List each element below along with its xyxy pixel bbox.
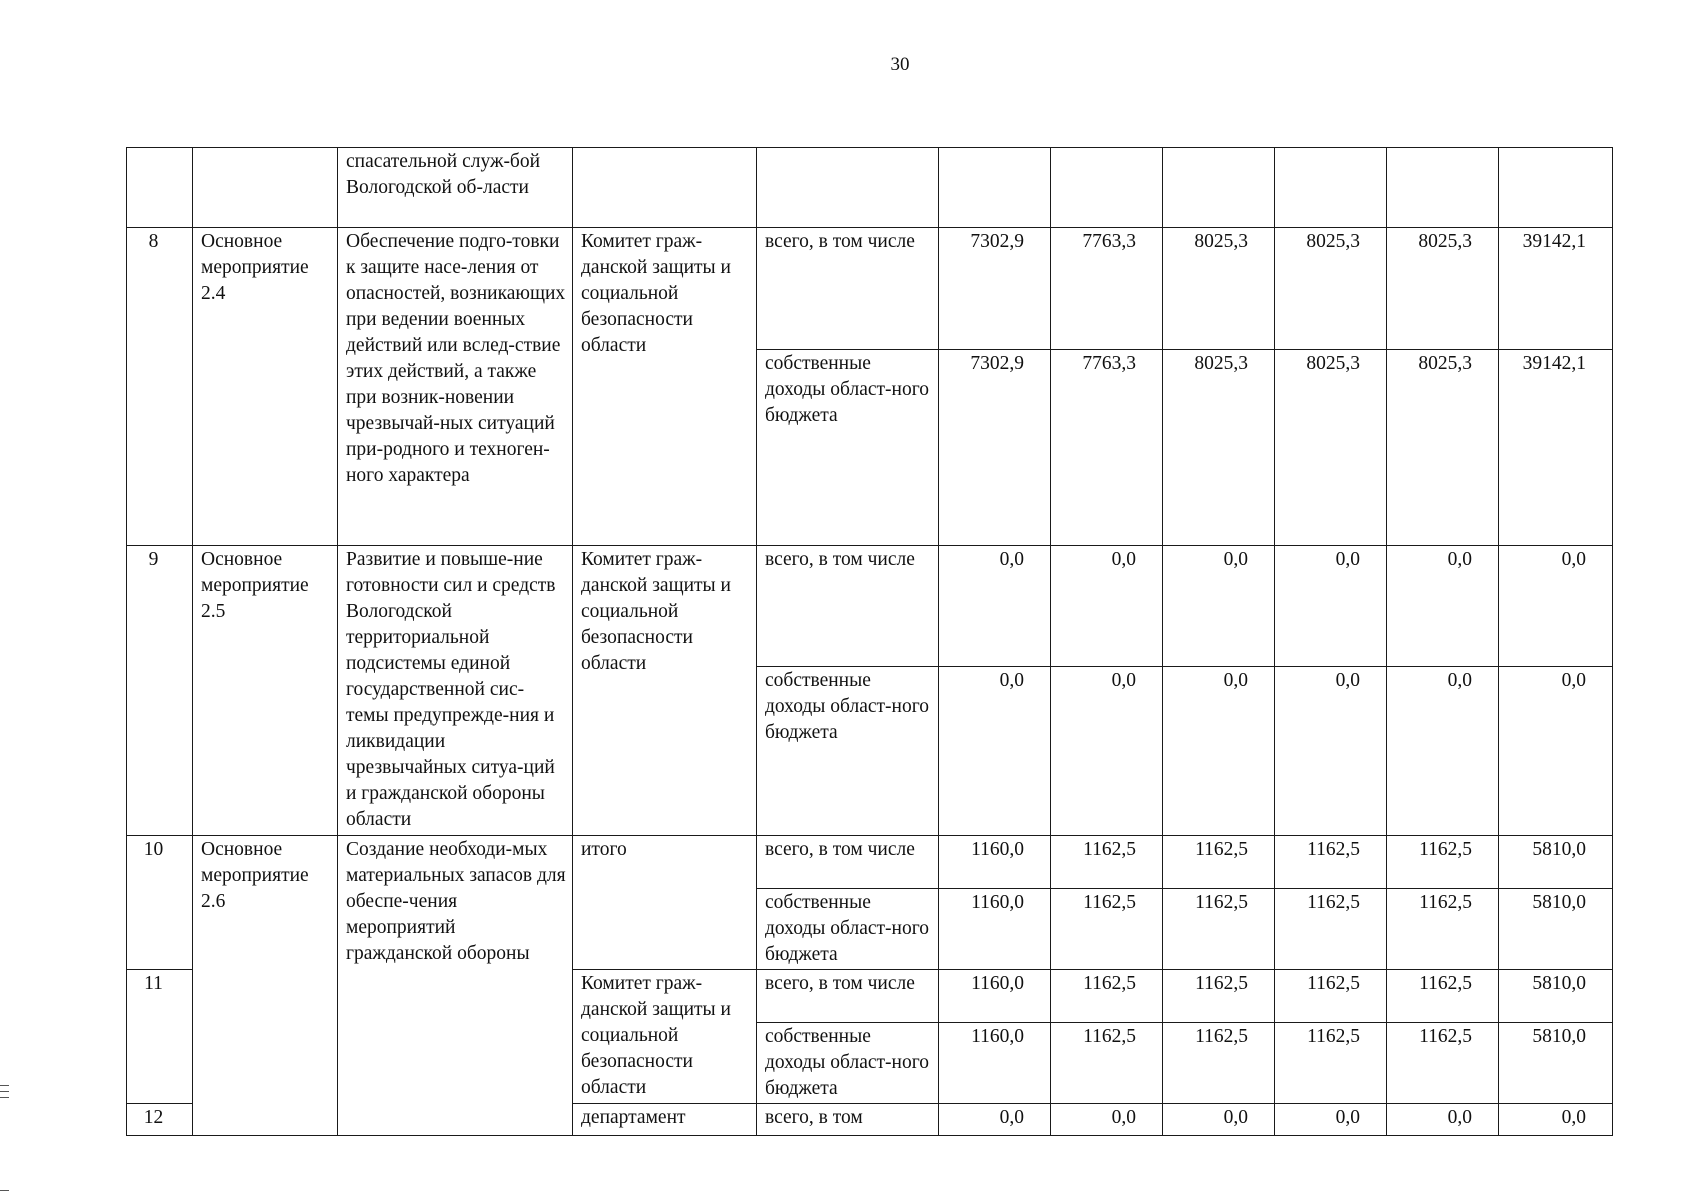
value-cell: 0,0 bbox=[1499, 667, 1613, 836]
source-cell bbox=[757, 148, 939, 228]
table-row bbox=[127, 836, 1613, 889]
value-cell: 1162,5 bbox=[1275, 836, 1387, 889]
source-cell: собственные доходы област-ного бюджета bbox=[757, 889, 939, 970]
value-cell: 5810,0 bbox=[1499, 889, 1613, 970]
value-cell: 0,0 bbox=[1387, 546, 1499, 667]
event-cell: Основное мероприятие 2.5 bbox=[193, 546, 338, 836]
value-cell: 1160,0 bbox=[939, 889, 1051, 970]
source-cell: всего, в том числе bbox=[757, 970, 939, 1023]
value-cell: 1162,5 bbox=[1387, 970, 1499, 1023]
value-cell bbox=[1051, 148, 1163, 228]
scan-edge-mark bbox=[0, 1085, 9, 1086]
executor-cell: итого bbox=[573, 836, 757, 970]
table-row bbox=[127, 546, 1613, 667]
table-row bbox=[127, 228, 1613, 350]
executor-cell bbox=[573, 148, 757, 228]
scan-edge-mark bbox=[0, 1190, 9, 1191]
value-cell: 0,0 bbox=[1163, 667, 1275, 836]
value-cell: 1160,0 bbox=[939, 1023, 1051, 1104]
value-cell: 0,0 bbox=[1387, 667, 1499, 836]
value-cell: 7302,9 bbox=[939, 350, 1051, 546]
table-row bbox=[127, 148, 1613, 228]
value-cell: 0,0 bbox=[1163, 546, 1275, 667]
value-cell: 7763,3 bbox=[1051, 228, 1163, 350]
value-cell: 0,0 bbox=[939, 546, 1051, 667]
source-cell: собственные доходы област-ного бюджета bbox=[757, 1023, 939, 1104]
value-cell bbox=[1499, 148, 1613, 228]
value-cell: 1162,5 bbox=[1163, 970, 1275, 1023]
value-cell: 1162,5 bbox=[1387, 836, 1499, 889]
value-cell: 0,0 bbox=[1163, 1104, 1275, 1136]
funding-table bbox=[126, 147, 1613, 1136]
scan-edge-mark bbox=[0, 1097, 9, 1098]
value-cell: 0,0 bbox=[939, 667, 1051, 836]
source-cell: всего, в том bbox=[757, 1104, 939, 1136]
value-cell: 8025,3 bbox=[1163, 228, 1275, 350]
source-cell: всего, в том числе bbox=[757, 228, 939, 350]
value-cell: 39142,1 bbox=[1499, 350, 1613, 546]
value-cell: 1160,0 bbox=[939, 970, 1051, 1023]
executor-cell: департамент bbox=[573, 1104, 757, 1136]
row-number-cell: 11 bbox=[127, 970, 193, 1104]
value-cell: 1162,5 bbox=[1387, 889, 1499, 970]
row-number-cell: 12 bbox=[127, 1104, 193, 1136]
value-cell bbox=[1163, 148, 1275, 228]
event-cell: Основное мероприятие 2.4 bbox=[193, 228, 338, 546]
value-cell bbox=[1275, 148, 1387, 228]
value-cell: 1162,5 bbox=[1387, 1023, 1499, 1104]
value-cell bbox=[939, 148, 1051, 228]
value-cell: 8025,3 bbox=[1275, 350, 1387, 546]
value-cell: 39142,1 bbox=[1499, 228, 1613, 350]
description-cell: спасательной служ-бой Вологодской об-ласти bbox=[338, 148, 573, 228]
value-cell: 0,0 bbox=[1499, 1104, 1613, 1136]
value-cell: 8025,3 bbox=[1163, 350, 1275, 546]
executor-cell: Комитет граж-данской защиты и социальной безопасности области bbox=[573, 228, 757, 546]
value-cell: 1162,5 bbox=[1275, 889, 1387, 970]
event-cell: Основное мероприятие 2.6 bbox=[193, 836, 338, 1136]
row-number-cell: 9 bbox=[127, 546, 193, 836]
value-cell: 0,0 bbox=[1499, 546, 1613, 667]
source-cell: собственные доходы област-ного бюджета bbox=[757, 350, 939, 546]
value-cell: 1162,5 bbox=[1051, 889, 1163, 970]
value-cell: 1162,5 bbox=[1051, 1023, 1163, 1104]
row-number-cell: 8 bbox=[127, 228, 193, 546]
value-cell: 8025,3 bbox=[1387, 228, 1499, 350]
value-cell: 1162,5 bbox=[1163, 1023, 1275, 1104]
value-cell: 8025,3 bbox=[1275, 228, 1387, 350]
value-cell: 8025,3 bbox=[1387, 350, 1499, 546]
value-cell: 1160,0 bbox=[939, 836, 1051, 889]
value-cell: 0,0 bbox=[1051, 1104, 1163, 1136]
row-number-cell bbox=[127, 148, 193, 228]
value-cell: 1162,5 bbox=[1275, 970, 1387, 1023]
value-cell: 0,0 bbox=[1275, 546, 1387, 667]
page-number: 30 bbox=[890, 54, 910, 75]
value-cell: 1162,5 bbox=[1275, 1023, 1387, 1104]
source-cell: всего, в том числе bbox=[757, 836, 939, 889]
executor-cell: Комитет граж-данской защиты и социальной безопасности области bbox=[573, 546, 757, 836]
value-cell: 7763,3 bbox=[1051, 350, 1163, 546]
value-cell bbox=[1387, 148, 1499, 228]
value-cell: 5810,0 bbox=[1499, 970, 1613, 1023]
value-cell: 1162,5 bbox=[1051, 836, 1163, 889]
source-cell: всего, в том числе bbox=[757, 546, 939, 667]
value-cell: 0,0 bbox=[939, 1104, 1051, 1136]
description-cell: Создание необходи-мых материальных запасов для обеспе-чения мероприятий гражданской обороны bbox=[338, 836, 573, 1136]
value-cell: 0,0 bbox=[1275, 1104, 1387, 1136]
row-number-cell: 10 bbox=[127, 836, 193, 970]
value-cell: 1162,5 bbox=[1051, 970, 1163, 1023]
executor-cell: Комитет граж-данской защиты и социальной безопасности области bbox=[573, 970, 757, 1104]
value-cell: 0,0 bbox=[1275, 667, 1387, 836]
value-cell: 7302,9 bbox=[939, 228, 1051, 350]
scan-edge-mark bbox=[0, 1091, 9, 1092]
value-cell: 5810,0 bbox=[1499, 1023, 1613, 1104]
source-cell: собственные доходы област-ного бюджета bbox=[757, 667, 939, 836]
value-cell: 1162,5 bbox=[1163, 889, 1275, 970]
description-cell: Обеспечение подго-товки к защите насе-ления от опасностей, возникающих при ведении военных действий или вслед-ствие этих действий, а также при возник-новении чрезвычай-ных ситуаций при-родного и техноген-ного характера bbox=[338, 228, 573, 546]
description-cell: Развитие и повыше-ние готовности сил и средств Вологодской территориальной подсистемы единой государственной сис-темы предупрежде-ния и ликвидации чрезвычайных ситуа-ций и гражданской обороны области bbox=[338, 546, 573, 836]
value-cell: 0,0 bbox=[1051, 667, 1163, 836]
event-cell bbox=[193, 148, 338, 228]
value-cell: 0,0 bbox=[1051, 546, 1163, 667]
value-cell: 1162,5 bbox=[1163, 836, 1275, 889]
value-cell: 5810,0 bbox=[1499, 836, 1613, 889]
value-cell: 0,0 bbox=[1387, 1104, 1499, 1136]
